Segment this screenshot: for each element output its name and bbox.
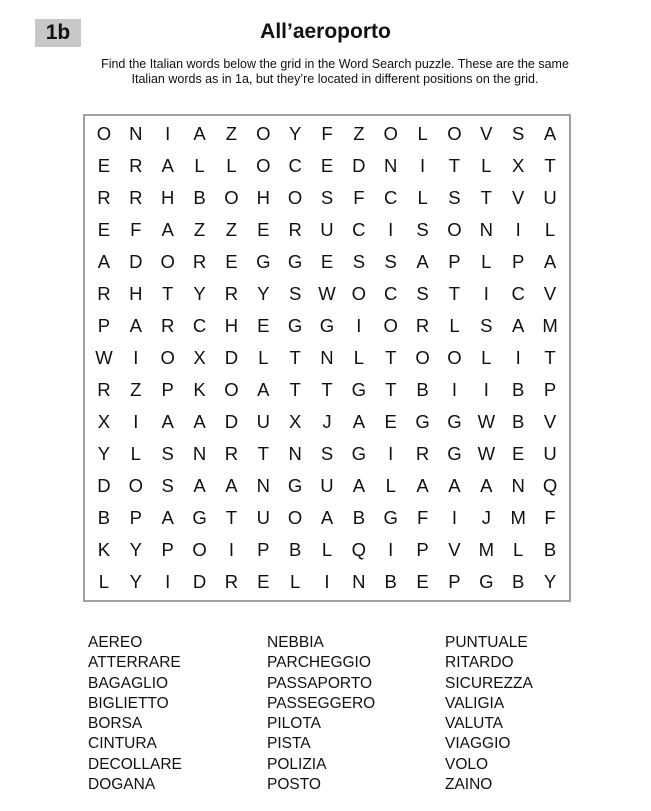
grid-letter: N [352, 571, 366, 592]
grid-letter: R [97, 379, 111, 400]
grid-letter: S [480, 315, 493, 336]
grid-letter: T [162, 283, 174, 304]
grid-letter: Q [351, 539, 367, 560]
grid-letter: S [416, 219, 429, 240]
grid-letter: H [224, 315, 239, 336]
grid-letter: T [289, 379, 301, 400]
grid-letter: T [448, 283, 461, 304]
grid-letter: T [385, 347, 397, 368]
grid-letter: T [448, 155, 461, 176]
word-list-item: POSTO [267, 776, 321, 794]
grid-letter: D [192, 571, 207, 592]
grid-letter: L [417, 123, 428, 144]
grid-letter: I [420, 155, 426, 176]
grid-letter: E [257, 315, 270, 336]
grid-letter: D [97, 475, 111, 496]
grid-letter: A [352, 411, 366, 432]
word-list-item: RITARDO [445, 654, 514, 672]
grid-letter: P [161, 379, 174, 400]
grid-letter: A [161, 507, 174, 528]
grid-letter: O [128, 475, 143, 496]
grid-letter: I [165, 571, 171, 592]
grid-letter: L [130, 443, 141, 464]
grid-letter: Z [225, 219, 238, 240]
word-list-item: BIGLIETTO [88, 694, 169, 712]
grid-letter: M [542, 315, 558, 336]
grid-letter: B [416, 379, 429, 400]
word-list-item: SICUREZZA [445, 674, 533, 692]
grid-letter: V [448, 539, 461, 560]
grid-letter: Z [193, 219, 206, 240]
grid-letter: U [256, 411, 270, 432]
grid-letter: E [320, 155, 334, 176]
grid-letter: I [228, 539, 234, 560]
word-list-column-3 [445, 633, 533, 795]
grid-letter: N [479, 219, 494, 240]
grid-letter: C [352, 219, 366, 240]
grid-letter: C [192, 315, 207, 336]
grid-letter: S [288, 283, 302, 304]
word-list-item: PARCHEGGIO [267, 654, 371, 672]
word-list-item: PASSAPORTO [267, 674, 373, 692]
grid-letter: H [129, 283, 143, 304]
grid-letter: U [320, 475, 334, 496]
grid-letter: O [224, 187, 239, 208]
grid-letter: P [416, 539, 429, 560]
grid-letter: G [383, 507, 398, 528]
grid-letter: L [194, 155, 205, 176]
grid-letter: T [257, 443, 269, 464]
exercise-badge: 1b [35, 19, 81, 47]
grid-letter: O [383, 123, 398, 144]
grid-letter: R [129, 187, 143, 208]
grid-letter: I [515, 219, 521, 240]
grid-letter: E [257, 219, 270, 240]
grid-letter: B [384, 571, 397, 592]
grid-letter: T [225, 507, 238, 528]
grid-letter: E [97, 219, 111, 240]
grid-letter: P [161, 539, 174, 560]
word-list-item: VALIGIA [445, 694, 505, 712]
grid-letter: T [321, 379, 333, 400]
instructions [60, 57, 610, 87]
word-list-item: BAGAGLIO [88, 674, 169, 692]
grid-letter: P [129, 507, 142, 528]
grid-letter: Y [288, 123, 302, 144]
word-list-item: PILOTA [267, 715, 321, 733]
grid-letter: U [543, 443, 557, 464]
grid-letter: F [130, 219, 142, 240]
grid-letter: L [98, 571, 110, 592]
word-list-item: PUNTUALE [445, 634, 528, 651]
grid-letter: G [256, 251, 271, 272]
grid-letter: I [356, 315, 362, 336]
grid-letter: F [544, 507, 556, 528]
grid-letter: O [160, 251, 175, 272]
grid-letter: R [129, 155, 143, 176]
grid-letter: R [224, 443, 239, 464]
grid-letter: O [415, 347, 430, 368]
grid-letter: A [161, 155, 174, 176]
grid-letter: O [287, 507, 303, 528]
grid-letter: G [287, 315, 303, 336]
grid-letter: L [226, 155, 237, 176]
word-list-item: DECOLLARE [88, 755, 182, 773]
grid-letter: U [543, 187, 557, 208]
grid-letter: U [320, 219, 334, 240]
grid-letter: R [192, 251, 207, 272]
grid-letter: A [193, 411, 206, 432]
grid-letter: I [483, 379, 489, 400]
grid-letter: K [97, 539, 111, 560]
instructions-line-2: Italian words as in 1a, but they’re located in different positions on the grid. [131, 72, 539, 86]
grid-letter: O [224, 379, 239, 400]
grid-letter: K [193, 379, 206, 400]
grid-letter: L [481, 347, 492, 368]
grid-letter: S [352, 251, 366, 272]
grid-letter: F [321, 123, 333, 144]
grid-letter: Y [129, 571, 142, 592]
grid-letter: I [388, 219, 394, 240]
grid-letter: T [544, 347, 556, 368]
grid-letter: B [288, 539, 302, 560]
grid-letter: L [449, 315, 460, 336]
grid-letter: X [193, 347, 206, 368]
grid-letter: S [161, 443, 174, 464]
grid-letter: A [161, 411, 174, 432]
word-list-column-2 [267, 633, 375, 795]
grid-letter: G [287, 475, 303, 496]
grid-letter: H [160, 187, 175, 208]
grid-letter: J [322, 411, 332, 432]
grid-letter: I [133, 347, 139, 368]
grid-letter: G [447, 443, 462, 464]
grid-letter: R [415, 443, 430, 464]
grid-letter: Z [130, 379, 142, 400]
grid-letter: A [480, 475, 493, 496]
grid-letter: E [257, 571, 270, 592]
grid-letter: P [97, 315, 111, 336]
grid-letter: T [544, 155, 556, 176]
grid-letter: I [451, 507, 458, 528]
grid-letter: X [512, 155, 525, 176]
grid-letter: D [224, 411, 239, 432]
grid-letter: N [129, 123, 143, 144]
word-list-item: POLIZIA [267, 755, 327, 773]
word-list-item: VIAGGIO [445, 735, 511, 753]
grid-letter: G [319, 315, 335, 336]
grid-letter: A [352, 475, 366, 496]
grid-letter: B [512, 379, 525, 400]
grid-letter: O [256, 123, 271, 144]
instructions-line-1: Find the Italian words below the grid in the Word Search puzzle. These are the same [101, 57, 569, 71]
grid-letter: B [193, 187, 206, 208]
grid-letter: A [161, 219, 174, 240]
grid-letter: F [416, 507, 429, 528]
grid-letter: N [192, 443, 207, 464]
grid-letter: O [287, 187, 303, 208]
grid-letter: R [415, 315, 430, 336]
word-list-column-1 [88, 633, 182, 795]
word-list-item: ATTERRARE [88, 654, 181, 672]
grid-letter: U [256, 507, 270, 528]
grid-letter: W [95, 347, 113, 368]
grid-letter: D [352, 155, 366, 176]
grid-letter: L [289, 571, 301, 592]
grid-letter: A [129, 315, 142, 336]
grid-letter: Q [542, 475, 558, 496]
grid-letter: I [388, 443, 394, 464]
grid-letter: E [512, 443, 525, 464]
grid-letter: G [415, 411, 430, 432]
grid-letter: M [510, 507, 526, 528]
grid-letter: X [288, 411, 302, 432]
grid-letter: M [478, 539, 495, 560]
grid-letter: S [320, 187, 334, 208]
grid-letter: G [287, 251, 303, 272]
grid-letter: Y [543, 571, 557, 592]
grid-letter: H [256, 187, 270, 208]
grid-letter: W [318, 283, 336, 304]
grid-letter: V [512, 187, 525, 208]
grid-letter: G [479, 571, 494, 592]
grid-letter: A [448, 475, 461, 496]
word-list-item: VALUTA [445, 715, 503, 733]
grid-letter: S [384, 251, 397, 272]
grid-letter: E [320, 251, 334, 272]
grid-letter: P [257, 539, 270, 560]
grid-letter: L [417, 187, 428, 208]
word-list-item: PASSEGGERO [267, 694, 376, 712]
grid-letter: S [161, 475, 174, 496]
grid-letter: A [193, 123, 206, 144]
grid-letter: T [385, 379, 397, 400]
grid-letter: A [97, 251, 111, 272]
grid-letter: G [192, 507, 207, 528]
grid-letter: C [511, 283, 525, 304]
grid-letter: J [481, 507, 491, 528]
grid-letter: I [515, 347, 521, 368]
grid-letter: C [384, 187, 398, 208]
grid-letter: O [192, 539, 207, 560]
grid-letter: A [416, 251, 429, 272]
grid-letter: I [483, 283, 489, 304]
word-search-grid [83, 114, 571, 602]
grid-letter: E [384, 411, 397, 432]
grid-letter: A [257, 379, 270, 400]
grid-letter: W [477, 443, 496, 464]
grid-letter: I [451, 379, 458, 400]
grid-letter: C [384, 283, 398, 304]
grid-letter: A [543, 123, 557, 144]
grid-letter: Y [257, 283, 270, 304]
grid-letter: L [481, 251, 492, 272]
grid-letter: N [288, 443, 302, 464]
word-list-item: NEBBIA [267, 634, 324, 651]
grid-letter: B [97, 507, 111, 528]
grid-letter: V [543, 411, 557, 432]
grid-letter: O [383, 315, 398, 336]
grid-letter: S [448, 187, 461, 208]
grid-letter: O [447, 347, 462, 368]
grid-letter: G [351, 443, 367, 464]
grid-letter: L [258, 347, 269, 368]
grid-letter: R [224, 571, 239, 592]
grid-letter: B [512, 571, 525, 592]
grid-letter: F [353, 187, 365, 208]
grid-letter: R [97, 187, 111, 208]
word-list-item: VOLO [445, 755, 489, 773]
grid-letter: L [321, 539, 333, 560]
grid-letter: C [288, 155, 302, 176]
grid-letter: Z [353, 123, 365, 144]
grid-letter: B [512, 411, 525, 432]
grid-letter: D [224, 347, 239, 368]
grid-letter: D [129, 251, 143, 272]
grid-letter: V [543, 283, 557, 304]
grid-letter: O [447, 219, 462, 240]
grid-letter: E [225, 251, 238, 272]
grid-letter: P [448, 251, 461, 272]
grid-letter: I [324, 571, 330, 592]
grid-letter: I [133, 411, 139, 432]
grid-letter: Y [97, 443, 111, 464]
grid-letter: N [320, 347, 334, 368]
grid-letter: R [224, 283, 239, 304]
word-list-item: BORSA [88, 715, 143, 733]
grid-letter: R [160, 315, 175, 336]
grid-letter: T [480, 187, 492, 208]
grid-letter: L [481, 155, 492, 176]
grid-letter: O [256, 155, 271, 176]
grid-letter: E [416, 571, 429, 592]
grid-letter: B [543, 539, 557, 560]
word-list-item: ZAINO [445, 776, 493, 794]
grid-letter: R [97, 283, 111, 304]
word-list-item: AEREO [88, 634, 143, 651]
word-list-item: PISTA [267, 735, 311, 753]
grid-letter: X [97, 411, 111, 432]
page-title: All’aeroporto [260, 20, 391, 43]
word-list-item: CINTURA [88, 735, 157, 753]
grid-letter: P [543, 379, 557, 400]
grid-letter: L [353, 347, 364, 368]
grid-letter: S [512, 123, 525, 144]
grid-letter: P [512, 251, 525, 272]
grid-letter: O [96, 123, 112, 144]
grid-letter: W [477, 411, 496, 432]
grid-letter: G [351, 379, 367, 400]
grid-letter: L [544, 219, 556, 240]
grid-letter: I [165, 123, 171, 144]
grid-letter: O [351, 283, 367, 304]
grid-letter: A [320, 507, 334, 528]
grid-letter: O [447, 123, 462, 144]
grid-letter: A [225, 475, 238, 496]
grid-letter: Z [225, 123, 238, 144]
grid-letter: N [511, 475, 525, 496]
grid-letter: A [193, 475, 206, 496]
grid-letter: S [416, 283, 429, 304]
grid-letter: L [385, 475, 396, 496]
grid-letter: N [256, 475, 270, 496]
grid-letter: I [388, 539, 394, 560]
grid-letter: E [97, 155, 111, 176]
grid-letter: R [288, 219, 302, 240]
word-list-item: DOGANA [88, 776, 156, 794]
grid-letter: O [160, 347, 175, 368]
grid-letter: T [289, 347, 301, 368]
grid-letter: Y [193, 283, 206, 304]
grid-letter: V [480, 123, 493, 144]
grid-letter: Y [129, 539, 142, 560]
grid-letter: A [543, 251, 557, 272]
grid-letter: A [416, 475, 429, 496]
grid-letter: N [384, 155, 398, 176]
grid-letter: B [352, 507, 366, 528]
grid-letter: A [512, 315, 525, 336]
grid-letter: S [320, 443, 334, 464]
grid-letter: L [513, 539, 524, 560]
grid-letter: P [448, 571, 461, 592]
grid-letter: G [447, 411, 462, 432]
